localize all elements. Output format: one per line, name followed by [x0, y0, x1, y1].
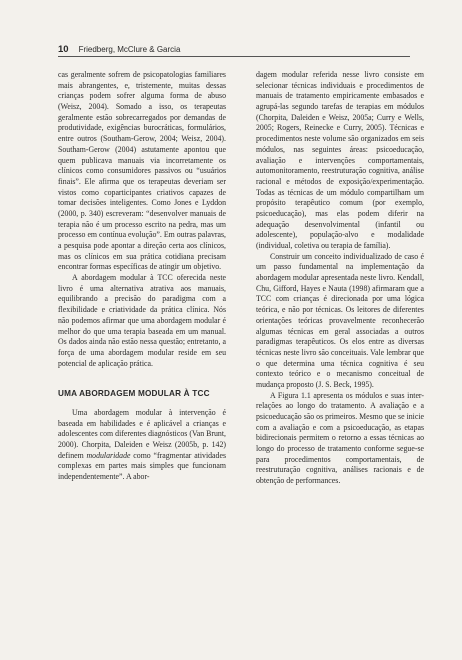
paragraph: A Figura 1.1 apresenta os módulos e suas inter-relações ao longo do tratamento. A avaliação e a psicoeducação são os primeiros. Mesmo que se inicie com a avaliação e com a psicoeducação, as etapas bidirecionais permitem o retorno a essas técnicas ao longo do processo de tratamento conforme segue-se para procedimentos comportamentais, de reestruturação cognitiva, análises racionais e de obtenção de performances. [256, 390, 424, 486]
paragraph: A abordagem modular à TCC oferecida neste livro é uma alternativa atrativa aos manuais, equilibrando a precisão do paradigma com a flexibilidade e criatividade da prática clínica. Nós não podemos afirmar que uma abordagem modular é melhor do que uma terapia baseada em um manual. Os dados ainda não estão nessa questão; entretanto, a força de uma abordagem modular reside em seu potencial de aplicação prática. [58, 273, 226, 368]
page-number: 10 [58, 44, 69, 55]
text-run: como “fragmentar atividades complexas em partes mais simples que funcionam independentemente”. A abor- [58, 450, 226, 482]
running-header [58, 44, 410, 57]
paragraph: cas geralmente sofrem de psicopatologias familiares mais abrangentes, e, tristemente, muitas dessas crianças podem sofrer alguma forma de abuso (Weisz, 2004). Somado a isso, os terapeutas geralmente estão sobrecarregados por demandas de produtividade, exigências burocráticas, formulários, entre outros (Southam-Gerow, 2004; Weisz, 2004). Southam-Gerow (2004) astutamente apontou que quem publicava manuais via incorretamente os clínicos como consumidores passivos ou “usuários finais”. Ele afirma que os terapeutas deveriam ser vistos como coparticipantes criativos capazes de tomar decisões inteligentes. Como Jones e Lyddon (2000, p. 340) escreveram: “desenvolver manuais de terapia não é um processo escrito na pedra, mas um processo em contínua evolução”. Em outras palavras, a pesquisa pode apontar a direção certa aos clínicos, mas os clínicos em sua prática cotidiana precisam encontrar formas específicas de atingir um objetivo. [58, 70, 226, 272]
paragraph: dagem modular referida nesse livro consiste em selecionar técnicas individuais e procedimentos de manuais de tratamento empiricamente embasados e agrupá-las segundo tarefas de terapias em módulos (Chorpita, Daleiden e Weisz, 2005a; Curry e Wells, 2005; Rogers, Reinecke e Curry, 2005). Técnicas e procedimentos neste volume são organizados em seis módulos, nas seguintes áreas: psicoeducação, avaliação e intervenções comportamentais, automonitoramento, reestruturação cognitiva, análise racional e métodos de exposição/experimentação. Todas as técnicas de um módulo compartilham um propósito terapêutico comum (por exemplo, psicoeducação), mas elas podem diferir na adequação desenvolvimental (infantil ou adolescente), população-alvo e modalidade (individual, coletiva ou terapia de família). [256, 70, 424, 250]
running-title: Friedberg, McClure & Garcia [78, 45, 181, 54]
section-heading: UMA ABORDAGEM MODULAR À TCC [58, 389, 210, 399]
emphasized-term: modularidade [86, 450, 131, 460]
paragraph [58, 408, 226, 483]
paragraph: Construir um conceito individualizado de caso é um passo fundamental na implementação da abordagem modular apresentada neste livro. Kendall, Chu, Gifford, Hayes e Nauta (1998) afirmaram que a TCC com crianças é direcionada por uma lógica teórica, e não por técnicas. Os leitores de diferentes orientações teóricas provavelmente reconhecerão algumas técnicas em geral associadas a outros paradigmas terapêuticos. Os elos entre as diversas técnicas neste livro são conceituais. Vale lembrar que o que determina uma técnica cognitiva é seu contexto teórico e o mecanismo conceitual de mudança proposto (J. S. Beck, 1995). [256, 251, 424, 389]
text-run: Uma abordagem modular à intervenção é baseada em habilidades e é aplicável a crianças e adolescentes com diferentes diagnósticos (Van Brunt, 2000). Chorpita, Daleiden e Weisz (2005b, p. 142) definem [58, 407, 226, 460]
left-column [58, 70, 226, 483]
right-column [256, 70, 424, 487]
